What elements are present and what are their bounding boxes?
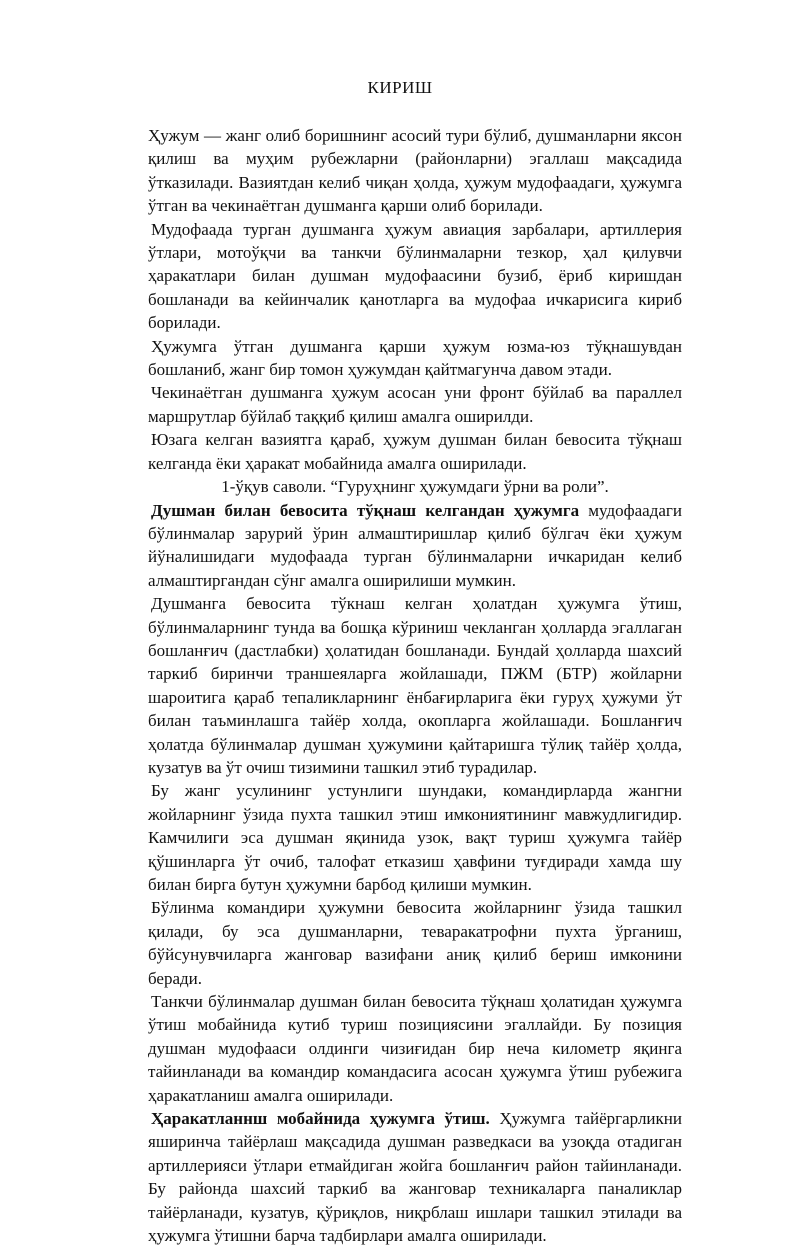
document-body (148, 124, 682, 1248)
paragraph-3: Ҳужумга ўтган душманга қарши ҳужум юзма-юз тўқнашувдан бошланиб, жанг бир томон ҳужумдан қайтмагунча давом этади. (148, 336, 682, 380)
paragraph-4: Чекинаётган душманга ҳужум асосан уни фронт бўйлаб ва параллел маршрутлар бўйлаб таққиб қилиш амалга оширилди. (148, 383, 682, 426)
paragraph-8: Бу жанг усулининг устунлиги шундаки, командирларда жангни жойларнинг ўзида пухта ташкил этиш имкониятининг мавжудлигидир. Камчилиги эса душман яқинида узок, вақт туриш ҳужумга тайёр қўшинларга ўт очиб, талофат етказиш ҳавфини туғдиради хамда шу билан бирга бутун ҳужумни барбод қилиши мумкин. (148, 781, 682, 894)
paragraph-11: Ҳаракатланнш мобайнида ҳужумга ўтиш. Ҳужумга тайёргарликни яширинча тайёрлаш мақсадида душман разведкаси ва узоқда отадиган артиллерияси ўтлари етмайдиган жойга бошланғич район тайинланади. Бу районда шахсий таркиб ва жанговар техникаларга паналиклар тайёрланади, кузатув, қўриқлов, ниқрблаш ишлари ташкил этилади ва ҳужумга ўтишни барча тадбирлари амалга оширилади. (148, 1109, 682, 1246)
paragraph-2: Мудофаада турган душманга ҳужум авиация зарбалари, артиллерия ўтлари, мотоўқчи ва танкчи бўлинмаларни тезкор, ҳал қилувчи ҳаракатлари билан душман мудофаасини бузиб, ёриб киришдан бошланади ва кейинчалик қанотларга ва мудофаа ичкарисига кириб борилади. (148, 219, 682, 333)
section-subtitle: 1-ўқув саволи. “Гуруҳнинг ҳужумдаги ўрни ва роли”. (221, 477, 609, 497)
paragraph-11-bold-lead: Ҳаракатланнш мобайнида ҳужумга ўтиш. (151, 1109, 490, 1129)
paragraph-9: Бўлинма командири ҳужумни бевосита жойларнинг ўзида ташкил қилади, бу эса душманларни, теваракатрофни пухта ўрганиш, бўйсунувчиларга жанговар вазифани аниқ қилиб бериш имконини беради. (148, 898, 682, 988)
paragraph-1: Ҳужум — жанг олиб боришнинг асосий тури бўлиб, душманларни яксон қилиш ва муҳим рубежларни (районларни) эгаллаш мақсадида ўтказилади. Вазиятдан келиб чиқан ҳолда, ҳужум мудофаадаги, ҳужумга ўтган ва чекинаётган душманга қарши олиб борилади. (148, 126, 682, 216)
paragraph-10: Танкчи бўлинмалар душман билан бевосита тўқнаш ҳолатидан ҳужумга ўтиш мобайнида кутиб туриш позициясини эгаллайди. Бу позиция душман мудофааси олдинги чизиғидан бир неча километр яқинга тайинланади ва командир командасига асосан ҳужумга ўтиш рубежига ҳаракатланиш амалга оширилади. (148, 992, 682, 1105)
page-title: КИРИШ (367, 78, 433, 97)
paragraph-7: Душманга бевосита тўкнаш келган ҳолатдан ҳужумга ўтиш, бўлинмаларнинг тунда ва бошқа кўриниш чекланган ҳолларда эгаллаган бошланғич (дастлабки) ҳолатидан бошланади. Бундай ҳолларда шахсий таркиб биринчи траншеяларга жойлашади, ПЖМ (БТР) жойларни шароитига қараб тепаликларнинг ёнбағирларига ёки гуруҳ ҳужуми ўт билан таъминлашга тайёр холда, окопларга жойлашади. Бошланғич ҳолатда бўлинмалар душман ҳужумини қайтаришга тўлиқ тайёр ҳолда, кузатув ва ўт очиш тизимини ташкил этиб турадилар. (148, 594, 682, 777)
paragraph-6: Душман билан бевосита тўқнаш келгандан ҳужумга мудофаадаги бўлинмалар зарурий ўрин алмаштиришлар қилиб бўлгач ёки ҳужум йўналишидаги мудофаада турган бўлинмаларни ичкаридан келиб алмаштиргандан сўнг амалга оширилиши мумкин. (148, 500, 682, 590)
paragraph-5: Юзага келган вазиятга қараб, ҳужум душман билан бевосита тўқнаш келганда ёки ҳаракат мобайнида амалга оширилади. (148, 430, 682, 473)
paragraph-6-bold-lead: Душман билан бевосита тўқнаш келгандан ҳужумга (151, 500, 580, 520)
